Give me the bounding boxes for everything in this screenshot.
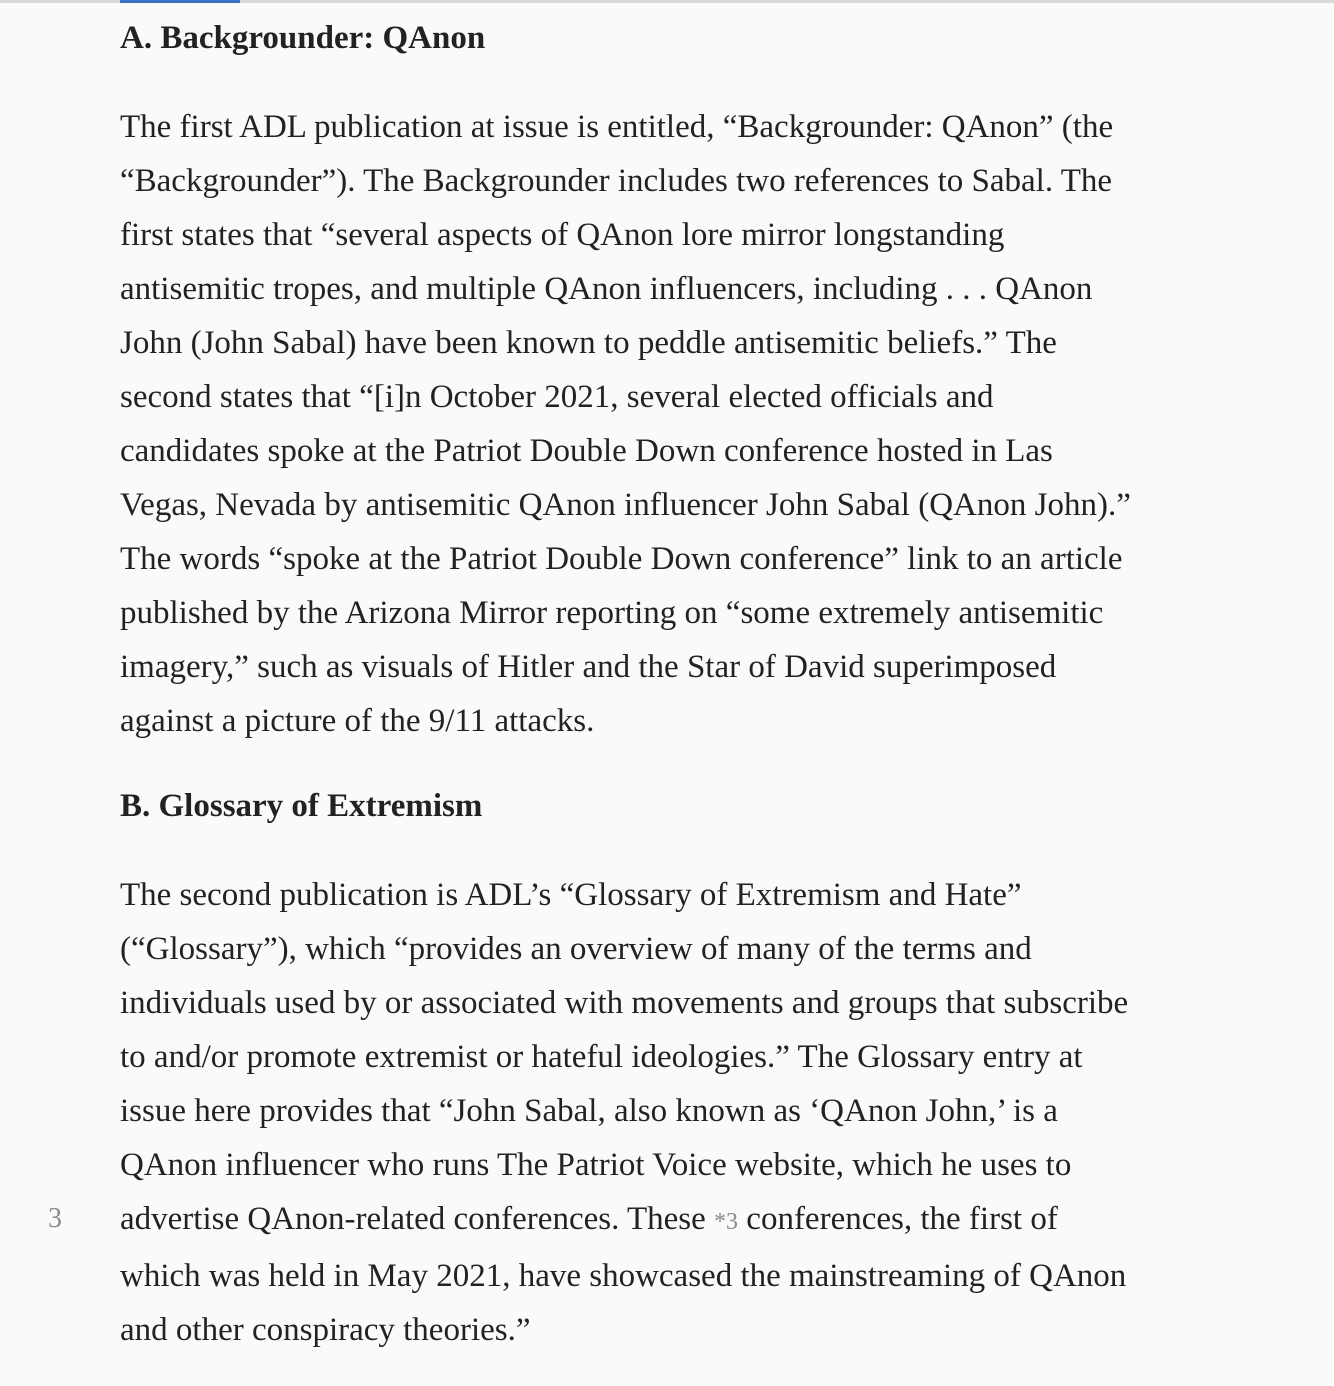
paragraph-line: second states that “[i]n October 2021, several elected officials and [120, 379, 994, 415]
paragraph-line-with-pin-cite [120, 1192, 1270, 1249]
paragraph-line: (“Glossary”), which “provides an overview of many of the terms and [120, 931, 1032, 967]
section-heading-b: B. Glossary of Extremism [120, 788, 483, 824]
paragraph-line: individuals used by or associated with movements and groups that subscribe [120, 985, 1129, 1021]
paragraph-line: The first ADL publication at issue is entitled, “Backgrounder: QAnon” (the [120, 109, 1114, 145]
paragraph-line: imagery,” such as visuals of Hitler and the Star of David superimposed [120, 649, 1057, 685]
paragraph-line: The words “spoke at the Patriot Double Down conference” link to an article [120, 541, 1123, 577]
paragraph-line: The second publication is ADL’s “Glossary of Extremism and Hate” [120, 877, 1022, 913]
paragraph-line: antisemitic tropes, and multiple QAnon influencers, including . . . QAnon [120, 271, 1093, 307]
top-divider-accent [120, 0, 240, 3]
paragraph-line: John (John Sabal) have been known to peddle antisemitic beliefs.” The [120, 325, 1057, 361]
line-text-before-pin: advertise QAnon-related conferences. These [120, 1201, 715, 1237]
paragraph-glossary [120, 868, 1270, 1357]
paragraph-line: published by the Arizona Mirror reporting on “some extremely antisemitic [120, 595, 1104, 631]
paragraph-line: to and/or promote extremist or hateful ideologies.” The Glossary entry at [120, 1039, 1083, 1075]
line-text-after-pin: conferences, the first of [738, 1201, 1058, 1237]
section-heading-a: A. Backgrounder: QAnon [120, 20, 486, 56]
paragraph-line: and other conspiracy theories.” [120, 1312, 531, 1348]
paragraph-line: “Backgrounder”). The Backgrounder includes two references to Sabal. The [120, 163, 1113, 199]
paragraph-line: Vegas, Nevada by antisemitic QAnon influencer John Sabal (QAnon John).” [120, 487, 1131, 523]
margin-page-number: 3 [48, 1203, 62, 1234]
paragraph-backgrounder [120, 100, 1270, 748]
paragraph-line: which was held in May 2021, have showcased the mainstreaming of QAnon [120, 1258, 1127, 1294]
paragraph-line: against a picture of the 9/11 attacks. [120, 703, 595, 739]
paragraph-line: QAnon influencer who runs The Patriot Voice website, which he uses to [120, 1147, 1072, 1183]
paragraph-line: issue here provides that “John Sabal, also known as ‘QAnon John,’ is a [120, 1093, 1058, 1129]
star-page-pin-cite[interactable]: *3 [714, 1209, 739, 1235]
paragraph-line: first states that “several aspects of QAnon lore mirror longstanding [120, 217, 1005, 253]
paragraph-line: candidates spoke at the Patriot Double Down conference hosted in Las [120, 433, 1053, 469]
